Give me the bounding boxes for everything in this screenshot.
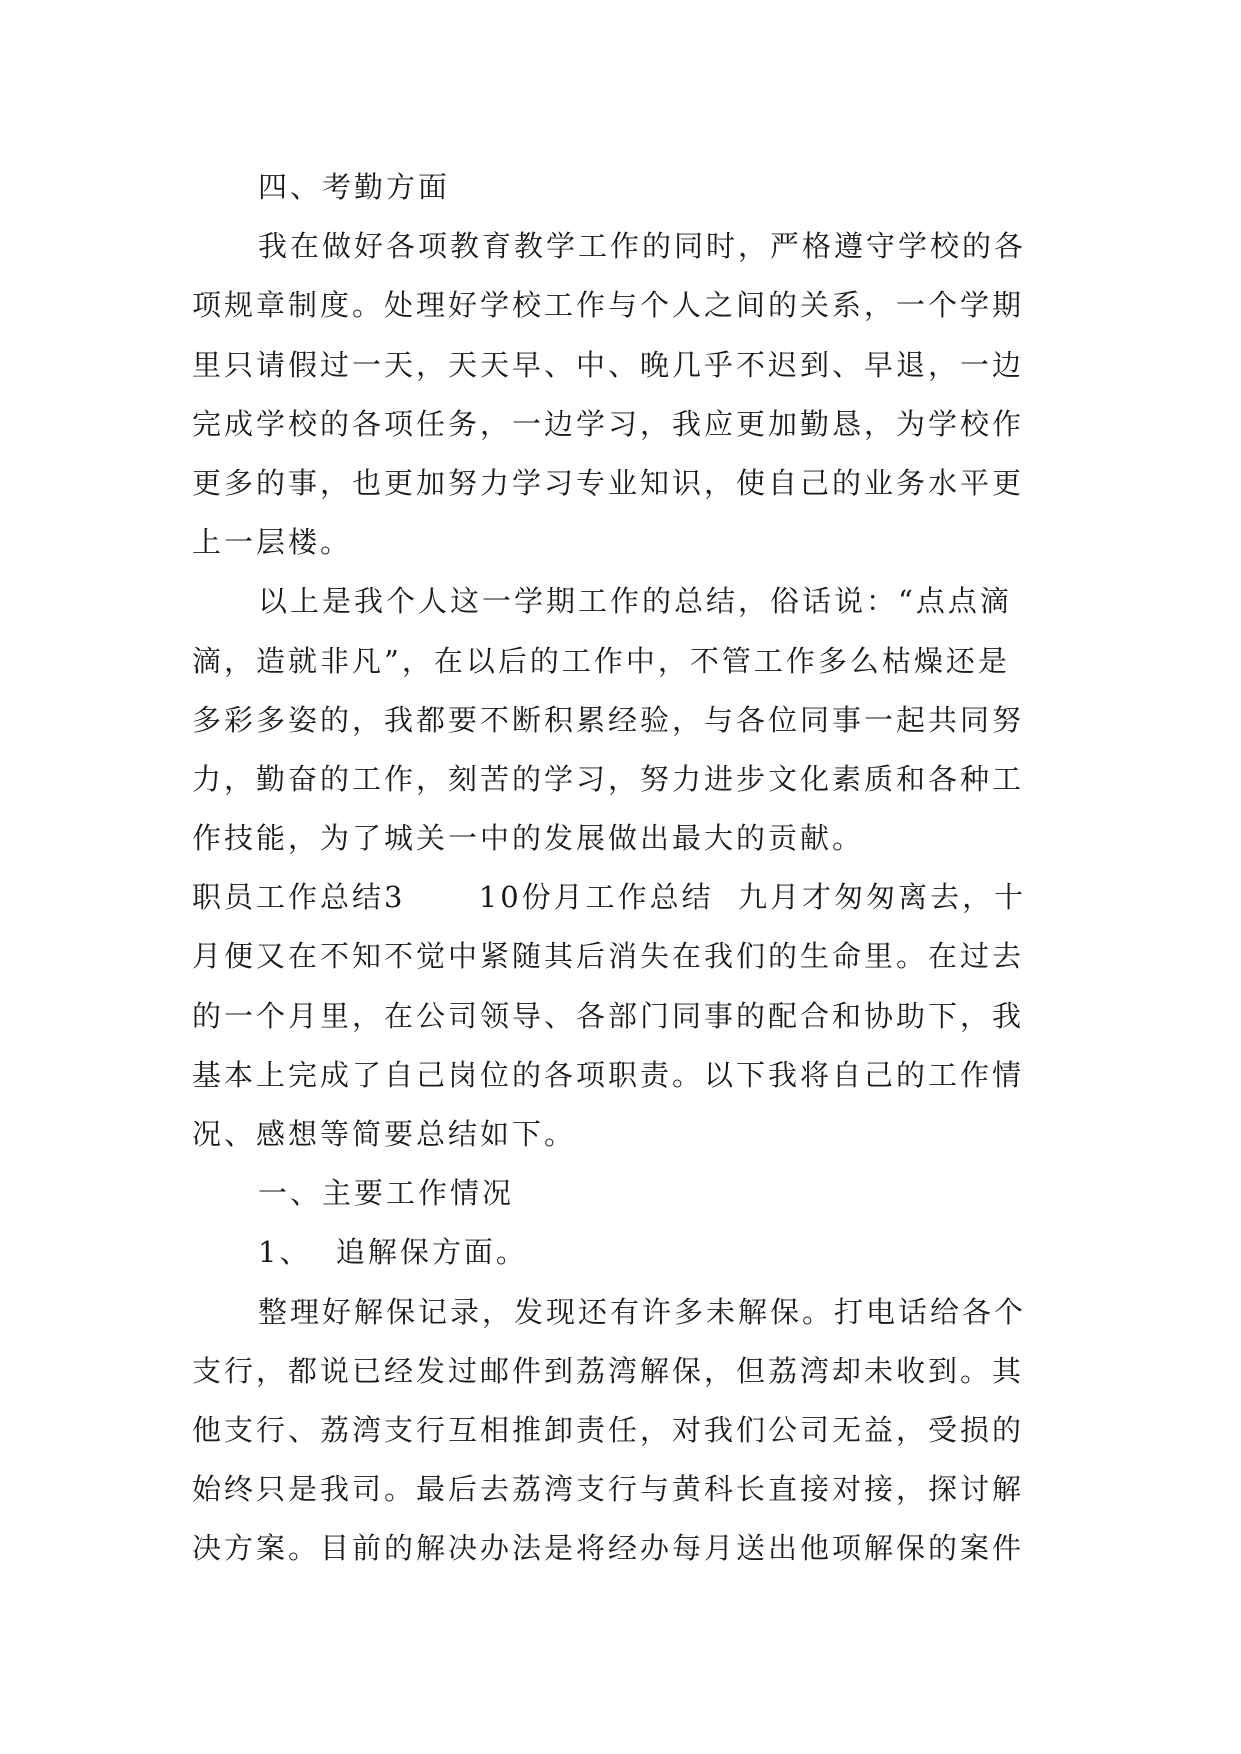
summary-title-line: 职员工作总结3 10份月工作总结 九月才匆匆离去，十 <box>192 880 1027 915</box>
paragraph-line: 他支行、荔湾支行互相推卸责任，对我们公司无益，受损的 <box>192 1412 1025 1447</box>
paragraph-line: 支行，都说已经发过邮件到荔湾解保，但荔湾却未收到。其 <box>192 1353 1025 1388</box>
paragraph-line: 力，勤奋的工作，刻苦的学习，努力进步文化素质和各种工 <box>192 761 1025 796</box>
document-body <box>192 158 1052 1579</box>
paragraph-line: 更多的事，也更加努力学习专业知识，使自己的业务水平更 <box>192 465 1025 500</box>
subsection-heading: 1、 追解保方面。 <box>258 1235 528 1270</box>
paragraph-line: 项规章制度。处理好学校工作与个人之间的关系，一个学期 <box>192 288 1025 323</box>
paragraph-line: 始终只是我司。最后去荔湾支行与黄科长直接对接，探讨解 <box>192 1472 1025 1507</box>
paragraph-line: 完成学校的各项任务，一边学习，我应更加勤恳，为学校作 <box>192 406 1025 441</box>
paragraph-line: 况、感想等简要总结如下。 <box>192 1117 577 1151</box>
paragraph-line: 滴，造就非凡”，在以后的工作中，不管工作多么枯燥还是 <box>192 643 1010 678</box>
section-heading-main-work: 一、主要工作情况 <box>258 1176 515 1211</box>
paragraph-line: 月便又在不知不觉中紧随其后消失在我们的生命里。在过去 <box>192 939 1025 974</box>
paragraph-line: 整理好解保记录，发现还有许多未解保。打电话给各个 <box>258 1294 1027 1329</box>
paragraph-line: 的一个月里，在公司领导、各部门同事的配合和协助下，我 <box>192 998 1025 1033</box>
paragraph-line: 以上是我个人这一学期工作的总结，俗话说：“点点滴 <box>258 584 1012 619</box>
paragraph-line: 决方案。目前的解决办法是将经办每月送出他项解保的案件 <box>192 1531 1025 1566</box>
paragraph-line: 里只请假过一天，天天早、中、晚几乎不迟到、早退，一边 <box>192 347 1025 382</box>
paragraph-line: 上一层楼。 <box>192 525 353 560</box>
paragraph-line: 基本上完成了自己岗位的各项职责。以下我将自己的工作情 <box>192 1057 1025 1092</box>
paragraph-line: 我在做好各项教育教学工作的同时，严格遵守学校的各 <box>258 229 1027 264</box>
section-heading-attendance: 四、考勤方面 <box>258 170 451 204</box>
paragraph-line: 作技能，为了城关一中的发展做出最大的贡献。 <box>192 821 865 856</box>
paragraph-line: 多彩多姿的，我都要不断积累经验，与各位同事一起共同努 <box>192 702 1025 737</box>
